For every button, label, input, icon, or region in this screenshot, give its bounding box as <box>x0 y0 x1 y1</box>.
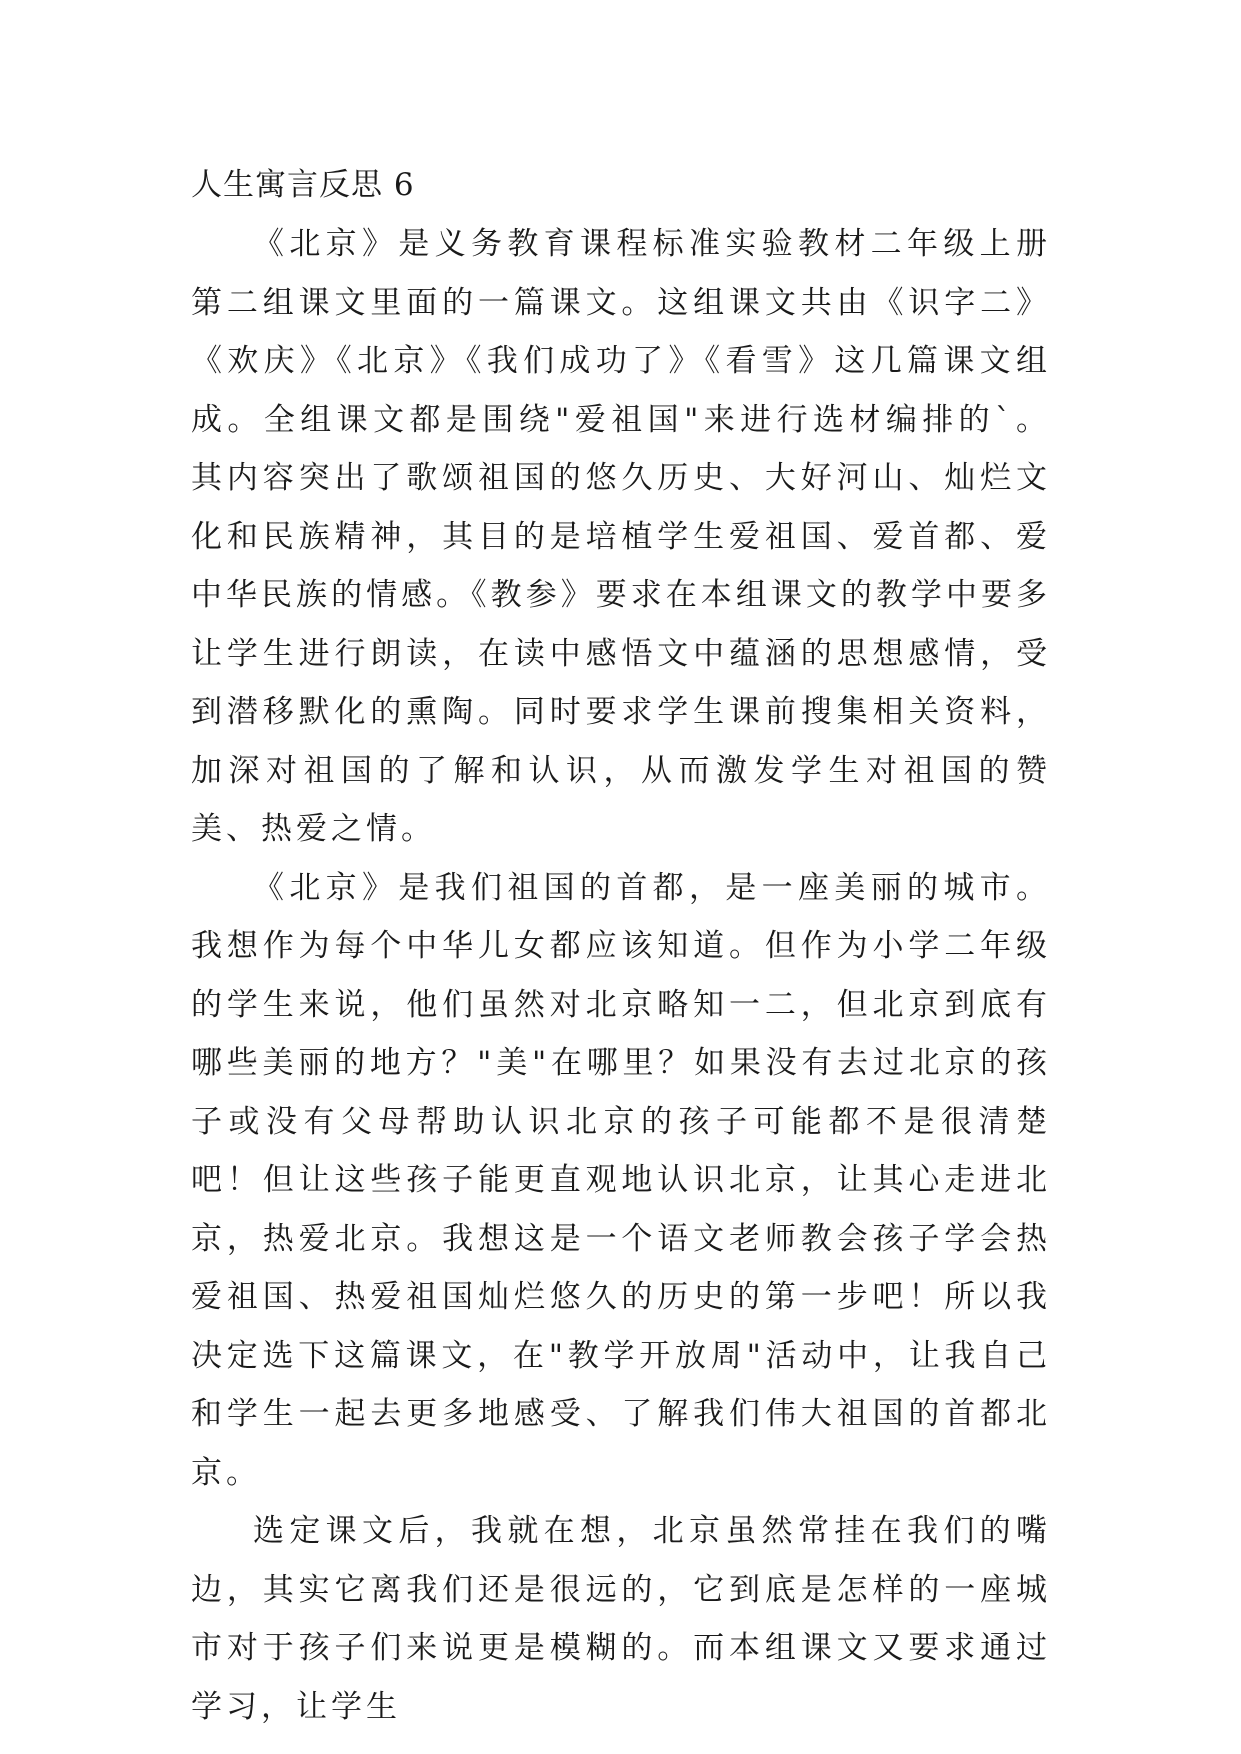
paragraph-1: 《北京》是义务教育课程标准实验教材二年级上册第二组课文里面的一篇课文。这组课文共由《识字二》《欢庆》《北京》《我们成功了》《看雪》这几篇课文组成。全组课文都是围绕"爱祖国"来进行选材编排的`。其内容突出了歌颂祖国的悠久历史、大好河山、灿烂文化和民族精神，其目的是培植学生爱祖国、爱首都、爱中华民族的情感。《教参》要求在本组课文的教学中要多让学生进行朗读，在读中感悟文中蕴涵的思想感情，受到潜移默化的熏陶。同时要求学生课前搜集相关资料，加深对祖国的了解和认识，从而激发学生对祖国的赞美、热爱之情。 <box>191 226 1051 847</box>
document-page <box>191 156 1051 1736</box>
document-title: 人生寓言反思 6 <box>191 167 415 203</box>
paragraph-2: 《北京》是我们祖国的首都，是一座美丽的城市。我想作为每个中华儿女都应该知道。但作为小学二年级的学生来说，他们虽然对北京略知一二，但北京到底有哪些美丽的地方？"美"在哪里？如果没有去过北京的孩子或没有父母帮助认识北京的孩子可能都不是很清楚吧！但让这些孩子能更直观地认识北京，让其心走进北京，热爱北京。我想这是一个语文老师教会孩子学会热爱祖国、热爱祖国灿烂悠久的历史的第一步吧！所以我决定选下这篇课文，在"教学开放周"活动中，让我自己和学生一起去更多地感受、了解我们伟大祖国的首都北京。 <box>191 869 1051 1491</box>
paragraph-3: 选定课文后，我就在想，北京虽然常挂在我们的嘴边，其实它离我们还是很远的，它到底是怎样的一座城市对于孩子们来说更是模糊的。而本组课文又要求通过学习，让学生 <box>191 1513 1051 1725</box>
